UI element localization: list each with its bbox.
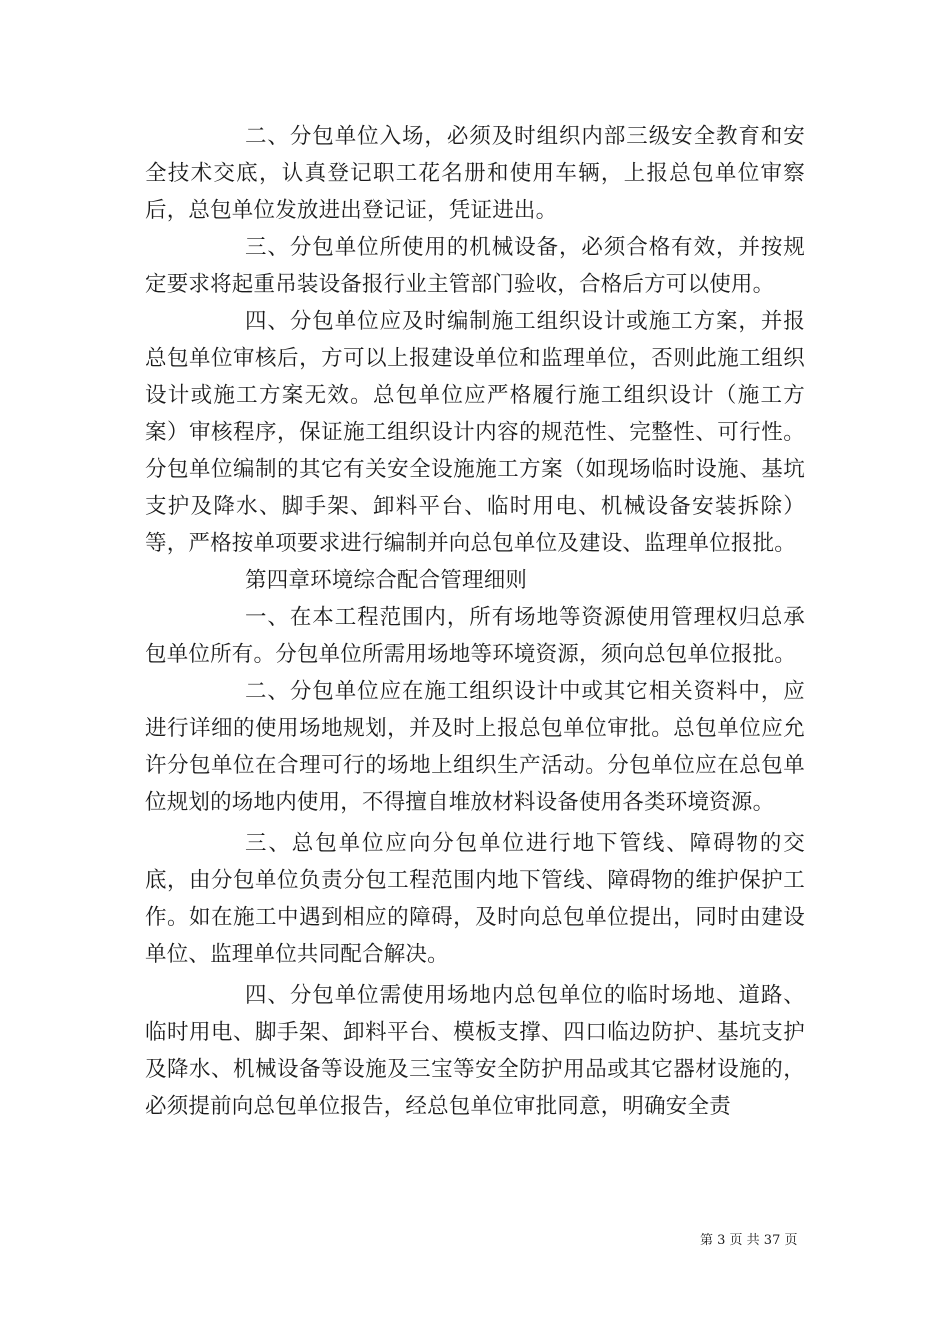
document-body (145, 118, 805, 1125)
paragraph-subcontractor-entry: 二、分包单位入场，必须及时组织内部三级安全教育和安全技术交底，认真登记职工花名册和使用车辆，上报总包单位审察后，总包单位发放进出登记证，凭证进出。 (145, 124, 805, 223)
paragraph-shared-facilities: 四、分包单位需使用场地内总包单位的临时场地、道路、临时用电、脚手架、卸料平台、模板支撑、四口临边防护、基坑支护及降水、机械设备等设施及三宝等安全防护用品或其它器材设施的，必须提前向总包单位报告，经总包单位审批同意，明确安全责 (145, 983, 805, 1119)
paragraph-site-planning: 二、分包单位应在施工组织设计中或其它相关资料中，应进行详细的使用场地规划，并及时上报总包单位审批。总包单位应允许分包单位在合理可行的场地上组织生产活动。分包单位应在总包单位规划的场地内使用，不得擅自堆放材料设备使用各类环境资源。 (145, 679, 805, 815)
paragraph-machinery: 三、分包单位所使用的机械设备，必须合格有效，并按规定要求将起重吊装设备报行业主管部门验收，合格后方可以使用。 (145, 235, 805, 297)
paragraph-site-resources: 一、在本工程范围内，所有场地等资源使用管理权归总承包单位所有。分包单位所需用场地等环境资源，须向总包单位报批。 (145, 605, 805, 667)
chapter-heading: 第四章环境综合配合管理细则 (245, 568, 528, 593)
paragraph-construction-plan: 四、分包单位应及时编制施工组织设计或施工方案，并报总包单位审核后，方可以上报建设单位和监理单位，否则此施工组织设计或施工方案无效。总包单位应严格履行施工组织设计（施工方案）审核程序，保证施工组织设计内容的规范性、完整性、可行性。分包单位编制的其它有关安全设施施工方案（如现场临时设施、基坑支护及降水、脚手架、卸料平台、临时用电、机械设备安装拆除）等，严格按单项要求进行编制并向总包单位及建设、监理单位报批。 (145, 309, 805, 556)
paragraph-underground-pipelines: 三、总包单位应向分包单位进行地下管线、障碍物的交底，由分包单位负责分包工程范围内地下管线、障碍物的维护保护工作。如在施工中遇到相应的障碍，及时向总包单位提出，同时由建设单位、监理单位共同配合解决。 (145, 831, 805, 967)
page-number-footer: 第 3 页 共 37 页 (700, 1233, 798, 1248)
